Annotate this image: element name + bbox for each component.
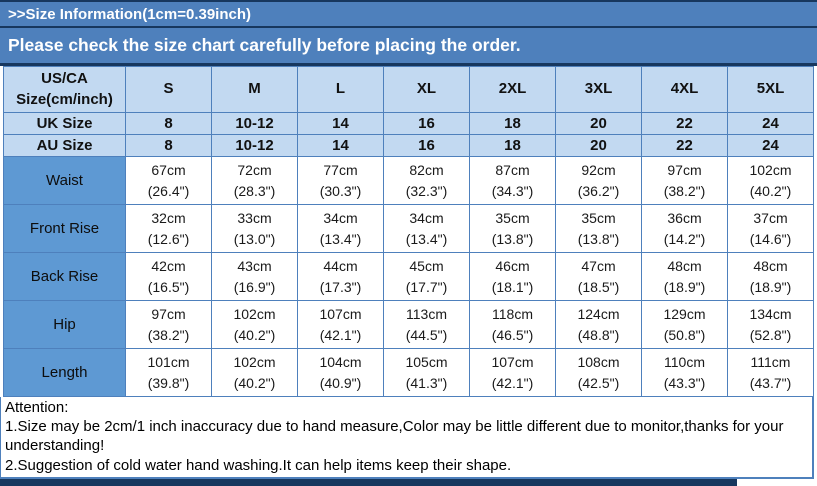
measure-cm: 118cm: [492, 305, 533, 322]
measure-inch: (48.8"): [577, 326, 620, 343]
measure-cm: 44cm: [323, 257, 358, 274]
measure-inch: (18.9"): [749, 278, 792, 295]
measure-inch: (50.8"): [663, 326, 706, 343]
measure-inch: (13.4"): [405, 230, 448, 247]
measure-cell: [556, 205, 642, 253]
attention-heading: Attention:: [5, 399, 69, 416]
measure-inch: (42.5"): [577, 374, 620, 391]
uk-size-value: 24: [728, 113, 814, 135]
measure-cm: 107cm: [491, 353, 534, 370]
measure-inch: (13.4"): [319, 230, 362, 247]
measure-cell: [298, 205, 384, 253]
measurement-row-front-rise: [4, 205, 814, 253]
measure-cm: 110cm: [664, 353, 705, 370]
au-size-value: 10-12: [212, 135, 298, 157]
measure-inch: (13.0"): [233, 230, 276, 247]
measure-inch: (46.5"): [491, 326, 534, 343]
measure-inch: (42.1"): [319, 326, 362, 343]
measure-inch: (36.2"): [577, 182, 620, 199]
measure-inch: (17.3"): [319, 278, 362, 295]
attention-section: [0, 397, 814, 479]
measure-inch: (28.3"): [233, 182, 276, 199]
au-size-value: 18: [470, 135, 556, 157]
measure-inch: (14.2"): [663, 230, 706, 247]
size-header-row: [4, 67, 814, 113]
measure-cm: 104cm: [319, 353, 362, 370]
measure-cm: 72cm: [237, 161, 272, 178]
size-chart-table: [3, 66, 814, 397]
measure-cm: 45cm: [409, 257, 444, 274]
measure-cm: 134cm: [749, 305, 792, 322]
measure-cell: [126, 253, 212, 301]
measure-inch: (40.9"): [319, 374, 362, 391]
measure-cm: 47cm: [581, 257, 616, 274]
measure-cm: 34cm: [323, 209, 358, 226]
measure-inch: (18.5"): [577, 278, 620, 295]
measure-cell: [728, 205, 814, 253]
measure-cell: [728, 349, 814, 397]
measure-cm: 48cm: [753, 257, 788, 274]
uk-size-label: UK Size: [4, 113, 126, 135]
measure-cm: 102cm: [233, 305, 276, 322]
measure-cm: 129cm: [663, 305, 706, 322]
measure-inch: (41.3"): [405, 374, 448, 391]
corner-header-line2: Size(cm/inch): [16, 90, 113, 108]
measure-cm: 36cm: [667, 209, 702, 226]
measure-cm: 46cm: [495, 257, 530, 274]
corner-header-line1: US/CA: [41, 70, 88, 88]
measure-cell: [470, 253, 556, 301]
measurement-row-hip: [4, 301, 814, 349]
measure-cell: [556, 157, 642, 205]
measure-cell: [556, 301, 642, 349]
measure-cm: 77cm: [323, 161, 358, 178]
measure-cell: [298, 253, 384, 301]
au-size-value: 16: [384, 135, 470, 157]
measure-inch: (13.8"): [577, 230, 620, 247]
uk-size-value: 8: [126, 113, 212, 135]
uk-size-value: 10-12: [212, 113, 298, 135]
measure-cell: [126, 301, 212, 349]
measure-cm: 97cm: [151, 305, 186, 322]
measure-inch: (32.3"): [405, 182, 448, 199]
measure-cell: [470, 205, 556, 253]
measure-cm: 48cm: [667, 257, 702, 274]
au-size-value: 20: [556, 135, 642, 157]
measure-cell: [728, 253, 814, 301]
measure-inch: (38.2"): [663, 182, 706, 199]
measure-inch: (52.8"): [749, 326, 792, 343]
attention-note-1: 1.Size may be 2cm/1 inch inaccuracy due to hand measure,Color may be little different due to monitor,thanks for your understanding!: [5, 418, 784, 455]
measurement-label: Front Rise: [4, 205, 126, 253]
measurement-label: Length: [4, 349, 126, 397]
measure-cell: [298, 301, 384, 349]
measure-cm: 33cm: [237, 209, 272, 226]
measurement-label: Hip: [4, 301, 126, 349]
size-col-xl: XL: [384, 67, 470, 113]
measure-inch: (13.8"): [491, 230, 534, 247]
measure-cell: [384, 301, 470, 349]
measure-inch: (43.7"): [749, 374, 792, 391]
size-col-5xl: 5XL: [728, 67, 814, 113]
attention-note-2: 2.Suggestion of cold water hand washing.It can help items keep their shape.: [5, 456, 512, 474]
size-col-2xl: 2XL: [470, 67, 556, 113]
size-col-s: S: [126, 67, 212, 113]
measure-cell: [126, 205, 212, 253]
measure-inch: (18.1"): [491, 278, 534, 295]
size-chart-warning: Please check the size chart carefully before placing the order.: [0, 28, 817, 66]
measure-cm: 113cm: [406, 305, 447, 322]
measure-cell: [212, 301, 298, 349]
measure-inch: (40.2"): [233, 326, 276, 343]
measure-cell: [728, 301, 814, 349]
measure-cm: 111cm: [750, 353, 791, 370]
measure-cm: 67cm: [151, 161, 186, 178]
measurement-row-length: [4, 349, 814, 397]
measure-cm: 102cm: [749, 161, 792, 178]
measure-cm: 97cm: [667, 161, 702, 178]
measure-inch: (44.5"): [405, 326, 448, 343]
au-size-value: 14: [298, 135, 384, 157]
measure-inch: (14.6"): [749, 230, 792, 247]
uk-size-row: [4, 113, 814, 135]
measure-inch: (43.3"): [663, 374, 706, 391]
measure-inch: (18.9"): [663, 278, 706, 295]
measurement-row-back-rise: [4, 253, 814, 301]
measure-inch: (40.2"): [749, 182, 792, 199]
measure-cell: [384, 157, 470, 205]
measure-cell: [212, 253, 298, 301]
bottom-divider-bar: [0, 479, 737, 486]
au-size-value: 22: [642, 135, 728, 157]
au-size-value: 24: [728, 135, 814, 157]
uk-size-value: 18: [470, 113, 556, 135]
size-col-3xl: 3XL: [556, 67, 642, 113]
size-col-m: M: [212, 67, 298, 113]
measure-cell: [642, 301, 728, 349]
au-size-label: AU Size: [4, 135, 126, 157]
measure-inch: (17.7"): [405, 278, 448, 295]
size-col-l: L: [298, 67, 384, 113]
measure-cm: 105cm: [405, 353, 448, 370]
measure-cell: [298, 349, 384, 397]
uk-size-value: 20: [556, 113, 642, 135]
measure-cell: [556, 349, 642, 397]
measure-inch: (26.4"): [147, 182, 190, 199]
measure-cm: 37cm: [753, 209, 788, 226]
measure-cm: 87cm: [495, 161, 530, 178]
measure-cm: 32cm: [151, 209, 186, 226]
measure-inch: (16.5"): [147, 278, 190, 295]
uk-size-value: 14: [298, 113, 384, 135]
measure-cm: 107cm: [319, 305, 362, 322]
measure-cell: [212, 205, 298, 253]
page-header: [0, 0, 817, 66]
measure-cm: 34cm: [409, 209, 444, 226]
measure-cell: [470, 301, 556, 349]
measure-cm: 82cm: [409, 161, 444, 178]
measure-cell: [556, 253, 642, 301]
measure-cell: [470, 349, 556, 397]
measure-cm: 108cm: [577, 353, 620, 370]
measure-cm: 43cm: [237, 257, 272, 274]
au-size-value: 8: [126, 135, 212, 157]
measure-cell: [126, 349, 212, 397]
measure-inch: (34.3"): [491, 182, 534, 199]
corner-header: [4, 67, 126, 113]
measurement-label: Back Rise: [4, 253, 126, 301]
measure-cell: [212, 349, 298, 397]
au-size-row: [4, 135, 814, 157]
measure-cm: 35cm: [495, 209, 530, 226]
measure-cm: 35cm: [581, 209, 616, 226]
measure-cell: [728, 157, 814, 205]
measure-inch: (30.3"): [319, 182, 362, 199]
measure-cm: 124cm: [577, 305, 620, 322]
measure-cell: [642, 349, 728, 397]
size-col-4xl: 4XL: [642, 67, 728, 113]
measure-cm: 42cm: [151, 257, 186, 274]
measurement-label: Waist: [4, 157, 126, 205]
measure-inch: (16.9"): [233, 278, 276, 295]
measure-inch: (40.2"): [233, 374, 276, 391]
measure-cell: [384, 253, 470, 301]
measure-inch: (38.2"): [147, 326, 190, 343]
measure-cell: [642, 253, 728, 301]
measure-cell: [126, 157, 212, 205]
size-information-title: >>Size Information(1cm=0.39inch): [0, 2, 817, 28]
measure-cell: [642, 157, 728, 205]
measure-cm: 102cm: [233, 353, 276, 370]
measure-cm: 92cm: [581, 161, 616, 178]
measure-cell: [298, 157, 384, 205]
measure-cell: [642, 205, 728, 253]
uk-size-value: 22: [642, 113, 728, 135]
uk-size-value: 16: [384, 113, 470, 135]
measurement-row-waist: [4, 157, 814, 205]
measure-inch: (42.1"): [491, 374, 534, 391]
measure-cell: [384, 349, 470, 397]
measure-cell: [470, 157, 556, 205]
measure-inch: (39.8"): [147, 374, 190, 391]
measure-cell: [384, 205, 470, 253]
measure-inch: (12.6"): [147, 230, 190, 247]
measure-cm: 101cm: [147, 353, 190, 370]
measure-cell: [212, 157, 298, 205]
